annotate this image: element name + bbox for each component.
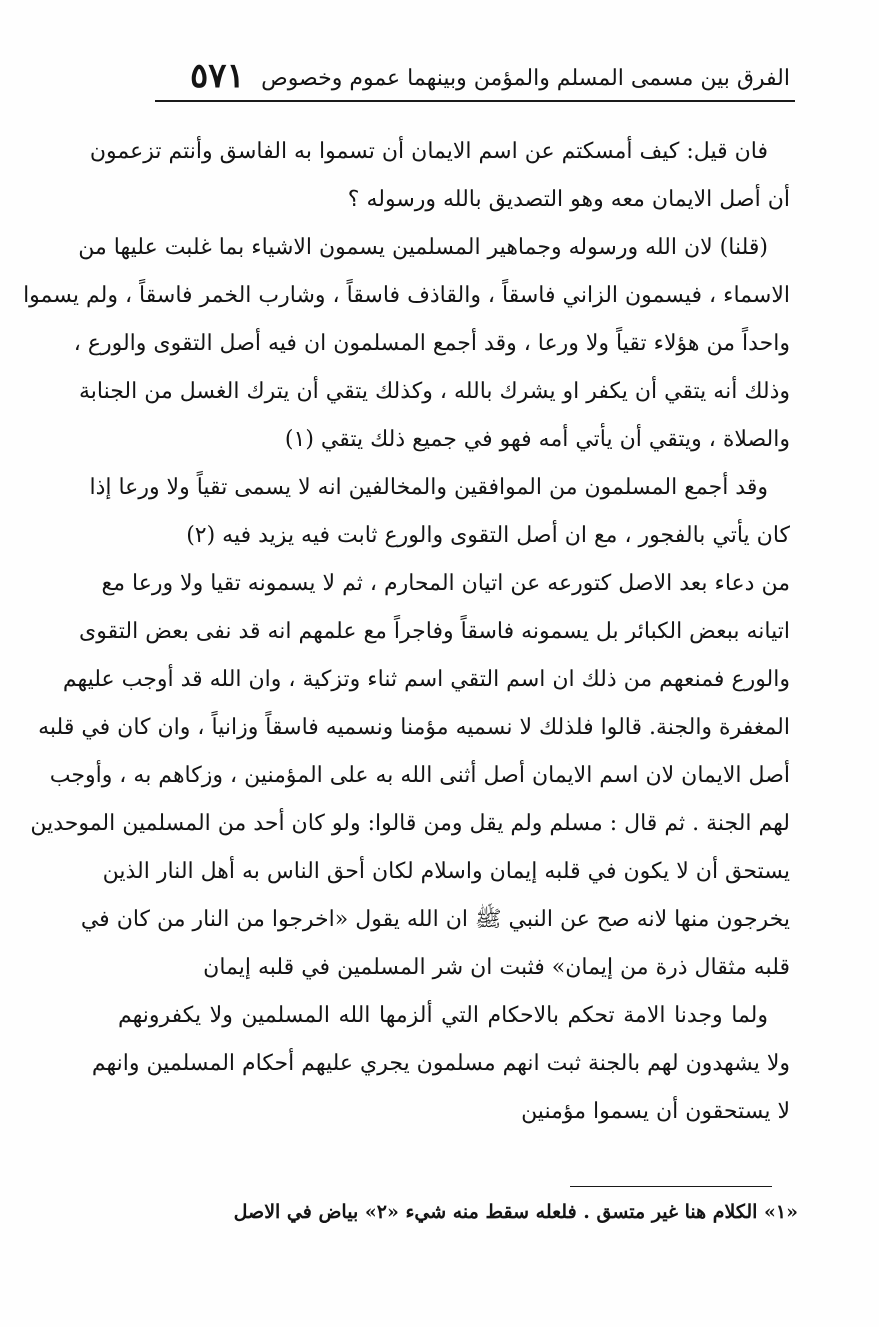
footnote-rule [570, 1186, 772, 1187]
body-text [23, 128, 790, 1136]
text-line: (قلنا) لان الله ورسوله وجماهير المسلمين يسمون الاشياء بما غلبت عليها من [78, 235, 768, 260]
text-line: وقد أجمع المسلمون من الموافقين والمخالفين انه لا يسمى تقياً ولا ورعا إذا [89, 475, 768, 500]
text-line: ولا يشهدون لهم بالجنة ثبت انهم مسلمون يجري عليهم أحكام المسلمين وانهم [91, 1051, 790, 1076]
running-title: الفرق بين مسمى المسلم والمؤمن وبينهما عموم وخصوص [261, 66, 790, 91]
text-line: وذلك أنه يتقي أن يكفر او يشرك بالله ، وكذلك يتقي أن يترك الغسل من الجنابة [78, 379, 790, 404]
text-line: أن أصل الايمان معه وهو التصديق بالله ورسوله ؟ [347, 187, 790, 212]
text-line: فان قيل: كيف أمسكتم عن اسم الايمان أن تسموا به الفاسق وأنتم تزعمون [89, 139, 768, 164]
text-line: لا يستحقون أن يسموا مؤمنين [521, 1099, 790, 1124]
text-line: المغفرة والجنة. قالوا فلذلك لا نسميه مؤمنا ونسميه فاسقاً وزانياً ، وان كان في قلبه [38, 715, 790, 740]
text-line: والصلاة ، ويتقي أن يأتي أمه فهو في جميع ذلك يتقي (١) [284, 427, 790, 452]
text-line: اتيانه ببعض الكبائر بل يسمونه فاسقاً وفاجراً مع علمهم انه قد نفى بعض التقوى [79, 619, 790, 644]
text-line: يستحق أن لا يكون في قلبه إيمان واسلام لكان أحق الناس به أهل النار الذين [102, 859, 790, 884]
footnote: «١» الكلام هنا غير متسق . فلعله سقط منه شيء «٢» بياض في الاصل [233, 1201, 798, 1223]
text-line: أصل الايمان لان اسم الايمان أصل أثنى الله به على المؤمنين ، وزكاهم به ، وأوجب [49, 763, 790, 788]
page-number: ٥٧١ [190, 56, 245, 96]
text-line: قلبه مثقال ذرة من إيمان» فثبت ان شر المسلمين في قلبه إيمان [203, 955, 790, 980]
text-line: لهم الجنة . ثم قال : مسلم ولم يقل ومن قالوا: ولو كان أحد من المسلمين الموحدين [30, 811, 790, 836]
text-line: الاسماء ، فيسمون الزاني فاسقاً ، والقاذف فاسقاً ، وشارب الخمر فاسقاً ، ولم يسموا [23, 283, 790, 308]
text-line: من دعاء بعد الاصل كتورعه عن اتيان المحارم ، ثم لا يسمونه تقيا ولا ورعا مع [101, 571, 790, 596]
text-line: كان يأتي بالفجور ، مع ان أصل التقوى والورع ثابت فيه يزيد فيه (٢) [186, 523, 790, 548]
text-line: والورع فمنعهم من ذلك ان اسم التقي اسم ثناء وتزكية ، وان الله قد أوجب عليهم [62, 667, 790, 692]
text-line: ولما وجدنا الامة تحكم بالاحكام التي ألزمها الله المسلمين ولا يكفرونهم [118, 1003, 768, 1028]
header-rule [155, 100, 795, 102]
text-line: واحداً من هؤلاء تقياً ولا ورعا ، وقد أجمع المسلمون ان فيه أصل التقوى والورع ، [73, 331, 790, 356]
text-line: يخرجون منها لانه صح عن النبي ﷺ ان الله يقول «اخرجوا من النار من كان في [80, 907, 790, 932]
